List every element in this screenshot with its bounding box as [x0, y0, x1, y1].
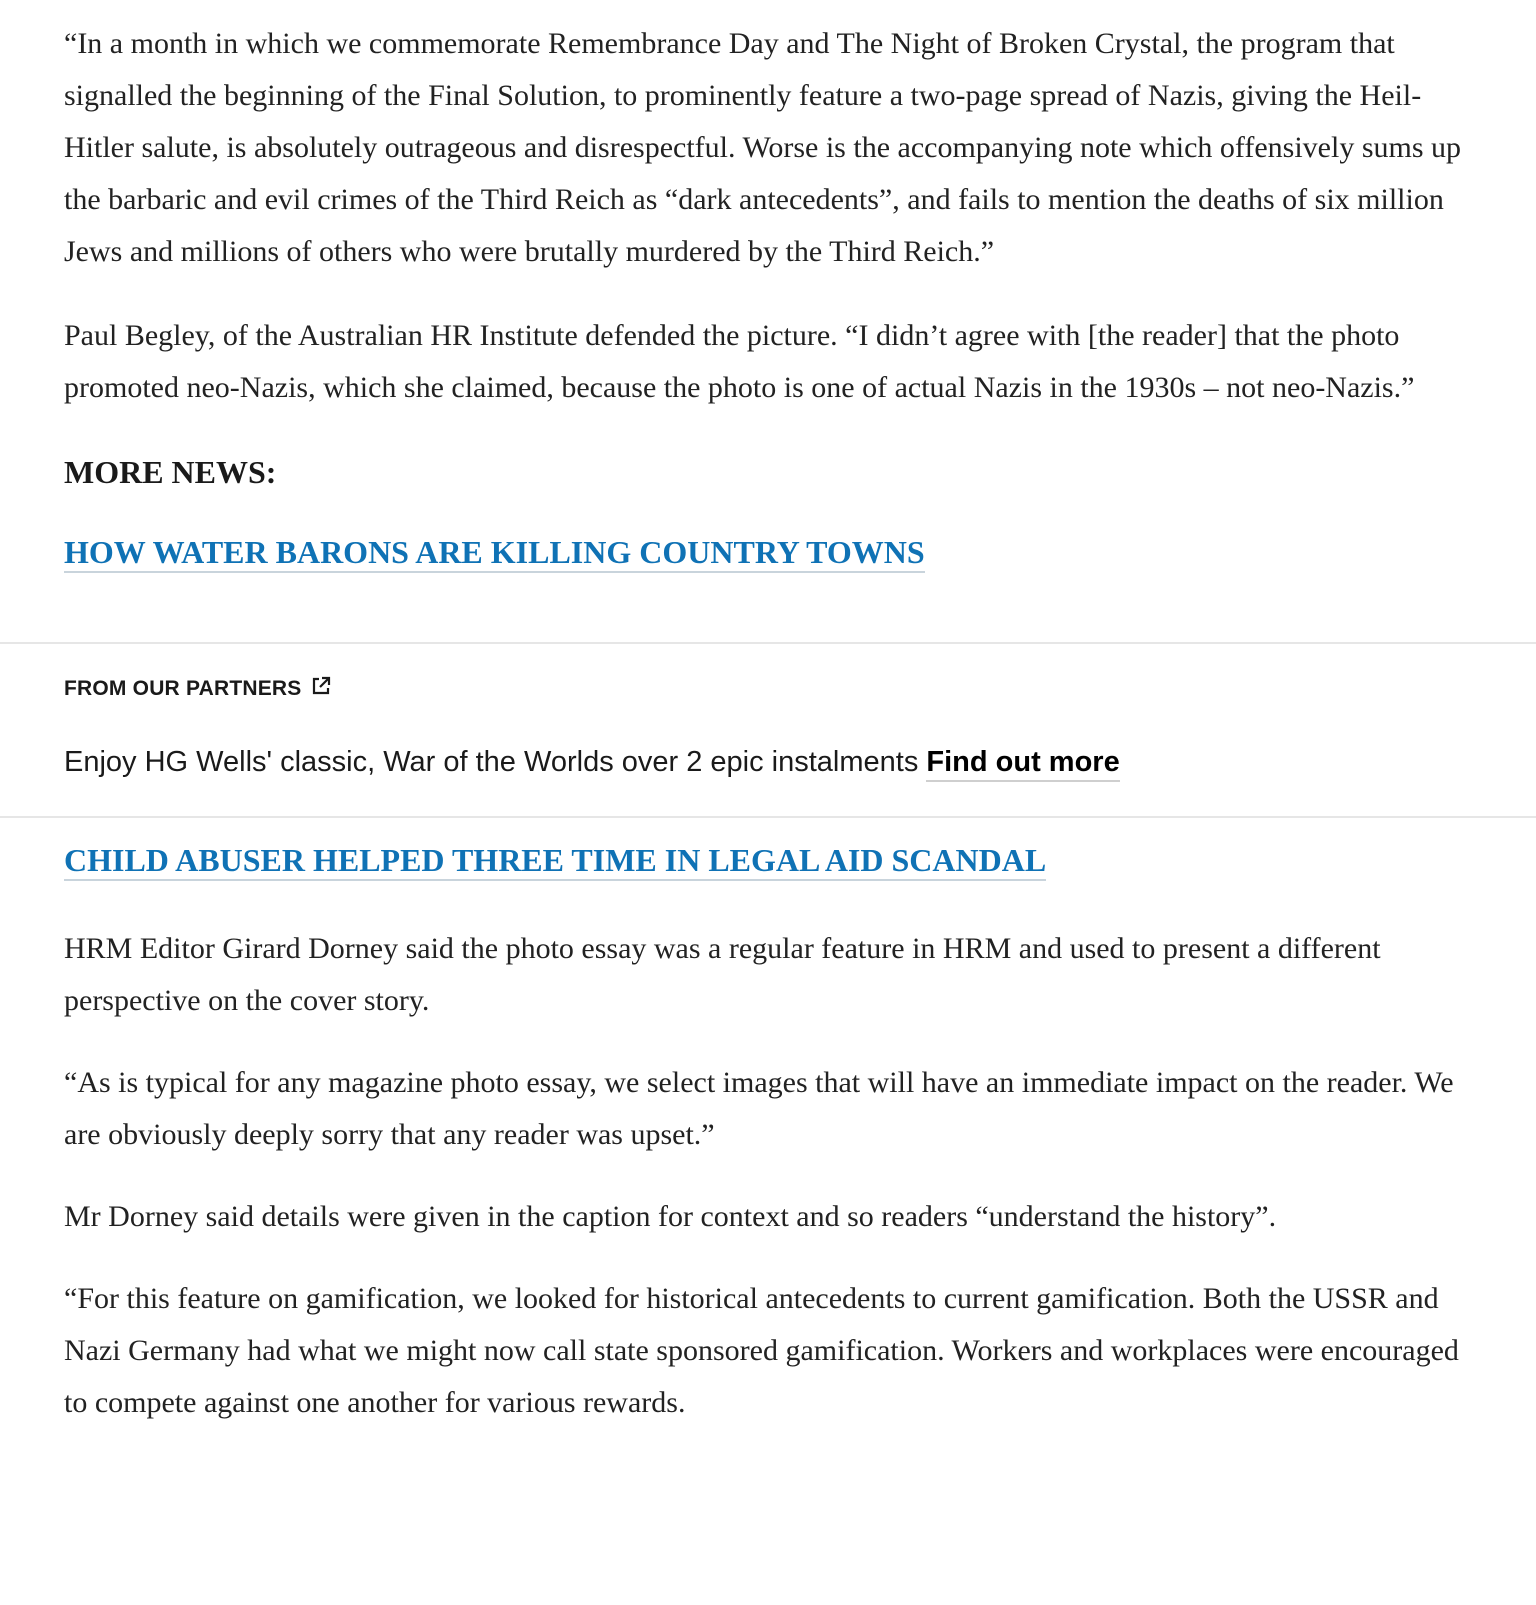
- article-body-bottom: [0, 923, 1536, 1429]
- more-news-item: [64, 528, 1472, 578]
- more-news-link-water-barons[interactable]: HOW WATER BARONS ARE KILLING COUNTRY TOWNS: [64, 534, 925, 573]
- article-paragraph: “In a month in which we commemorate Remembrance Day and The Night of Broken Crystal, the program that signalled the beginning of the Final Solution, to prominently feature a two-page spread of Nazis, giving the Heil-Hitler salute, is absolutely outrageous and disrespectful. Worse is the accompanying note which offensively sums up the barbaric and evil crimes of the Third Reich as “dark antecedents”, and fails to mention the deaths of six million Jews and millions of others who were brutally murdered by the Third Reich.”: [64, 27, 1462, 268]
- article-paragraph: “For this feature on gamification, we looked for historical antecedents to current gamification. Both the USSR and Nazi Germany had what we might now call state sponsored gamification. Workers and workplaces were encouraged to compete against one another for various rewards.: [64, 1282, 1459, 1419]
- partners-promo-text: Enjoy HG Wells' classic, War of the Worlds over 2 epic instalments: [64, 746, 927, 778]
- article-paragraph: Paul Begley, of the Australian HR Institute defended the picture. “I didn’t agree with [the reader] that the photo promoted neo-Nazis, which she claimed, because the photo is one of actual Nazis in the 1930s – not neo-Nazis.”: [64, 319, 1415, 404]
- partners-promo: [64, 742, 1472, 782]
- more-news-link-legal-aid[interactable]: CHILD ABUSER HELPED THREE TIME IN LEGAL AID SCANDAL: [64, 842, 1046, 881]
- partners-section: [0, 642, 1536, 818]
- article-paragraph: Mr Dorney said details were given in the caption for context and so readers “understand the history”.: [64, 1200, 1277, 1233]
- partners-heading: [64, 644, 1472, 704]
- more-news-heading: MORE NEWS:: [64, 454, 277, 490]
- article-paragraph: “As is typical for any magazine photo essay, we select images that will have an immediate impact on the reader. We are obviously deeply sorry that any reader was upset.”: [64, 1066, 1454, 1151]
- find-out-more-link[interactable]: Find out more: [926, 746, 1119, 782]
- more-news-item: [0, 834, 1536, 893]
- external-link-icon[interactable]: [310, 675, 332, 697]
- partners-heading-label: FROM OUR PARTNERS: [64, 677, 302, 700]
- article-paragraph: HRM Editor Girard Dorney said the photo essay was a regular feature in HRM and used to present a different perspective on the cover story.: [64, 932, 1381, 1017]
- article-body-top: [0, 0, 1536, 578]
